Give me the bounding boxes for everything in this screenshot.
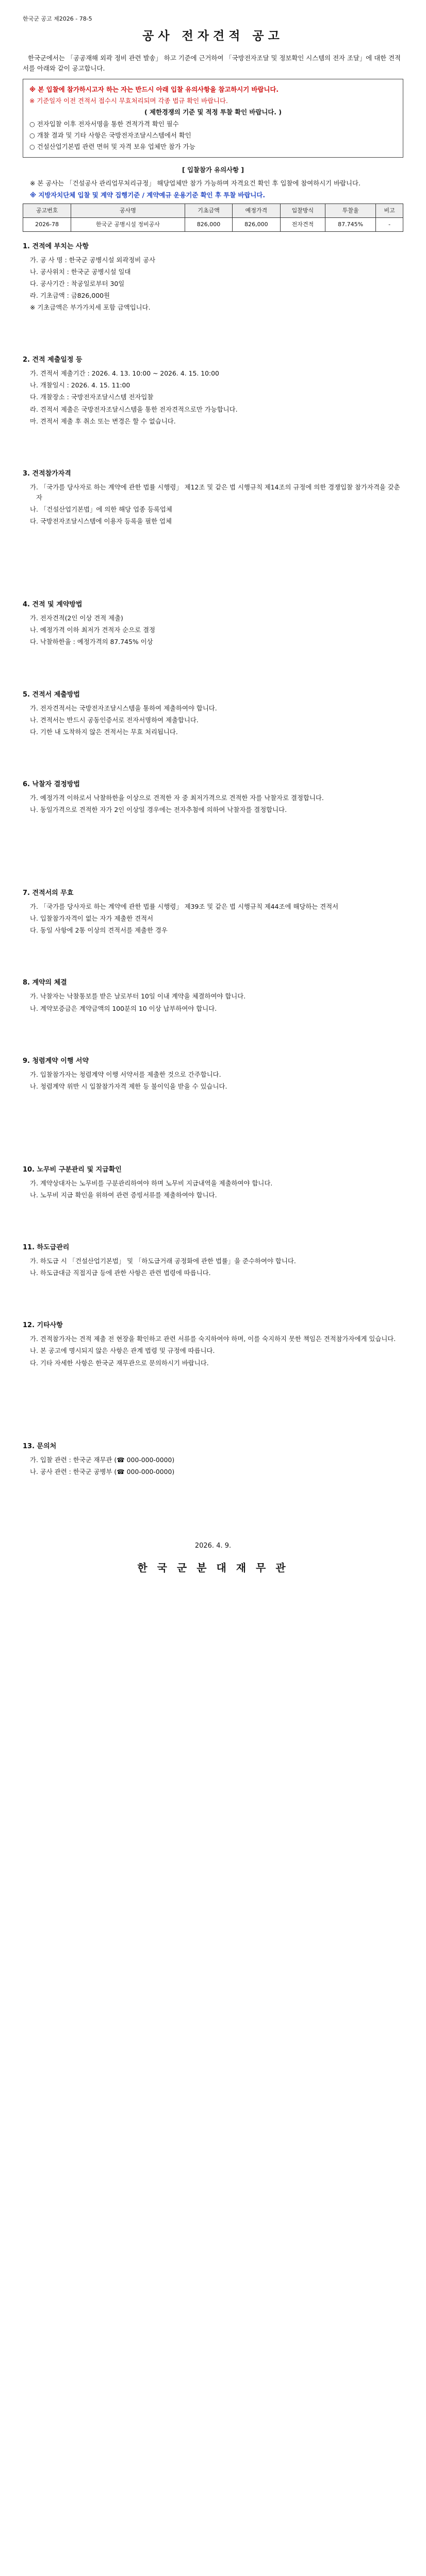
section-line: 가. 견적서 제출기간 : 2026. 4. 13. 10:00 ~ 2026. 4. 15. 10:00 <box>30 369 219 378</box>
section-spacer <box>23 1479 403 1510</box>
caution-line: ※ 본 입찰에 참가하시고자 하는 자는 반드시 아래 입찰 유의사항을 참고하시기 바랍니다. <box>29 86 279 94</box>
section-line: 다. 동일 사항에 2통 이상의 견적서를 제출한 경우 <box>30 926 168 935</box>
section-line: 마. 견적서 제출 후 취소 또는 변경은 할 수 없습니다. <box>30 417 176 425</box>
section-line: 나. 하도급대금 직접지급 등에 관한 사항은 관련 법령에 따릅니다. <box>30 1269 211 1277</box>
section-title: 8. 계약의 체결 <box>23 979 67 987</box>
section-spacer <box>23 817 403 878</box>
section-line: 나. 입찰참가자격이 없는 자가 제출한 견적서 <box>30 914 154 923</box>
section-line: 나. 본 공고에 명시되지 않은 사항은 관계 법령 및 규정에 따릅니다. <box>30 1347 215 1355</box>
section-title: 1. 견적에 부치는 사항 <box>23 242 89 250</box>
caution-line: ○ 전자입찰 이후 전자서명을 통한 견적가격 확인 필수 <box>29 120 179 128</box>
section-title: 3. 견적참가자격 <box>23 469 71 478</box>
section-title: 13. 문의처 <box>23 1442 57 1450</box>
section-line: 가. 예정가격 이하로서 낙찰하한율 이상으로 견적한 자 중 최저가격으로 견적한 자를 낙찰자로 결정합니다. <box>30 793 324 802</box>
notice-date: 2026. 4. 9. <box>194 1541 232 1550</box>
table-cell: 87.745% <box>325 217 376 231</box>
section-line: 다. 기타 자세한 사항은 한국군 재무관으로 문의하시기 바랍니다. <box>30 1359 209 1367</box>
section-spacer <box>23 1202 403 1233</box>
table-cell: 전자견적 <box>280 217 325 231</box>
caution-line: ○ 건설산업기본법 관련 면허 및 자격 보유 업체만 참가 가능 <box>29 142 195 150</box>
section-line: 나. 개찰일시 : 2026. 4. 15. 11:00 <box>30 381 130 389</box>
notice-line: ※ 본 공사는 「건설공사 관리업무처리규정」 해당업체만 참가 가능하며 자격요건 확인 후 입찰에 참여하시기 바랍니다. <box>30 179 361 187</box>
table-cell: 2026-78 <box>23 217 71 231</box>
section-line: 나. 공사 관련 : 한국군 공병부 (☎ 000-000-0000) <box>30 1467 175 1476</box>
table-cell: - <box>376 217 403 231</box>
section-spacer <box>23 739 403 770</box>
section-line: 나. 공사위치 : 한국군 공병시설 일대 <box>30 267 131 276</box>
section-line: 가. 「국가를 당사자로 하는 계약에 관한 법률 시행령」 제12조 및 같은 법 시행규칙 제14조의 규정에 의한 경쟁입찰 참가자격을 갖춘 자 <box>30 483 400 501</box>
section-spacer <box>23 1370 403 1432</box>
table-cell: 826,000 <box>233 217 280 231</box>
section-spacer <box>23 1015 403 1046</box>
caution-line: ( 제한경쟁의 기준 및 적정 투찰 확인 바랍니다. ) <box>144 108 282 116</box>
table-header: 입찰방식 <box>280 204 325 218</box>
section-line: 나. 계약보증금은 계약금액의 100분의 10 이상 납부하여야 합니다. <box>30 1004 217 1012</box>
section-line: 나. 노무비 지급 확인을 위하여 관련 증빙서류를 제출하여야 합니다. <box>30 1191 217 1199</box>
section-title: 10. 노무비 구분관리 및 지급확인 <box>23 1165 122 1174</box>
section-line: 나. 견적서는 반드시 공동인증서로 전자서명하여 제출합니다. <box>30 716 199 724</box>
section-spacer <box>23 314 403 345</box>
section-title: 6. 낙찰자 결정방법 <box>23 780 80 788</box>
section-title: 7. 견적서의 무효 <box>23 889 74 897</box>
section-line: 가. 전자견적서는 국방전자조달시스템을 통하여 제출하여야 합니다. <box>30 704 217 712</box>
section-title: 12. 기타사항 <box>23 1321 63 1330</box>
notice-number: 한국군 공고 제2026 - 78-5 <box>23 15 92 22</box>
table-header: 공사명 <box>71 204 185 218</box>
section-line: 가. 입찰 관련 : 한국군 재무관 (☎ 000-000-0000) <box>30 1455 175 1464</box>
caution-box <box>23 79 403 158</box>
summary-table <box>23 204 403 232</box>
table-cell: 한국군 공병시설 정비공사 <box>71 217 185 231</box>
section-line: 나. 청렴계약 위반 시 입찰참가자격 제한 등 불이익을 받을 수 있습니다. <box>30 1082 227 1090</box>
table-header: 비고 <box>376 204 403 218</box>
section-spacer <box>23 528 403 590</box>
section-line: 다. 개찰장소 : 국방전자조달시스템 전자입찰 <box>30 393 154 401</box>
table-header: 투찰율 <box>325 204 376 218</box>
notice-line: ※ 지방자치단체 입찰 및 계약 집행기준 / 계약예규 운용기준 확인 후 투찰 바랍니다. <box>30 191 266 199</box>
section-line: 라. 기초금액 : 금826,000원 <box>30 292 110 300</box>
notice-sections <box>23 241 403 1510</box>
section-line: 가. 공 사 명 : 한국군 공병시설 외곽정비 공사 <box>30 256 156 264</box>
section-line: 다. 기한 내 도착하지 않은 견적서는 무효 처리됩니다. <box>30 727 178 736</box>
section-title: 2. 견적 제출일정 등 <box>23 356 83 364</box>
section-line: 나. 동일가격으로 견적한 자가 2인 이상일 경우에는 전자추첨에 의하여 낙찰자를 결정합니다. <box>30 805 287 814</box>
section-line: 다. 공사기간 : 착공일로부터 30일 <box>30 279 125 287</box>
section-spacer <box>23 937 403 968</box>
section-line: 가. 하도급 시 「건설산업기본법」 및 「하도급거래 공정화에 관한 법률」을 준수하여야 합니다. <box>30 1257 296 1265</box>
section-line: 가. 낙찰자는 낙찰통보를 받은 날로부터 10일 이내 계약을 체결하여야 합니다. <box>30 992 246 1001</box>
section-title: 5. 견적서 제출방법 <box>23 690 80 699</box>
caution-line: ○ 개찰 결과 및 기타 사항은 국방전자조달시스템에서 확인 <box>29 131 191 139</box>
section-line: 나. 예정가격 이하 최저가 견적자 순으로 결정 <box>30 626 156 634</box>
table-header: 공고번호 <box>23 204 71 218</box>
table-cell: 826,000 <box>185 217 232 231</box>
section-spacer <box>23 649 403 680</box>
section-line: 가. 견적참가자는 견적 제출 전 현장을 확인하고 관련 서류를 숙지하여야 하며, 이를 숙지하지 못한 책임은 견적참가자에게 있습니다. <box>30 1335 396 1343</box>
caution-line: ※ 기준일자 이전 견적서 접수시 무효처리되며 각종 법규 확인 바랍니다. <box>29 97 228 105</box>
section-line: 다. 낙찰하한율 : 예정가격의 87.745% 이상 <box>30 638 153 646</box>
issuing-organization: 한 국 군 분 대 재 무 관 <box>137 1561 289 1574</box>
section-spacer <box>23 428 403 459</box>
section-line: 가. 「국가를 당사자로 하는 계약에 관한 법률 시행령」 제39조 및 같은 법 시행규칙 제44조에 해당하는 견적서 <box>30 903 339 911</box>
section-line: 라. 견적서 제출은 국방전자조달시스템을 통한 전자견적으로만 가능합니다. <box>30 405 238 413</box>
intro-paragraph: 한국군에서는 「공공재해 외곽 정비 관련 발송」 하고 기준에 근거하여 「국방전자조달 및 정보확인 시스템의 전자 조달」에 대한 견적서를 아래와 같이 공고합니다. <box>23 54 401 73</box>
table-row <box>23 217 403 231</box>
section-line: 가. 입찰참가자는 청렴계약 이행 서약서를 제출한 것으로 간주합니다. <box>30 1070 221 1078</box>
notice-heading: [ 입찰참가 유의사항 ] <box>182 165 244 174</box>
table-header: 예정가격 <box>233 204 280 218</box>
section-line: 다. 국방전자조달시스템에 이용자 등록을 필한 업체 <box>30 517 172 526</box>
section-title: 9. 청렴계약 이행 서약 <box>23 1057 89 1065</box>
section-line: ※ 기초금액은 부가가치세 포함 금액입니다. <box>30 303 151 312</box>
section-line: 가. 전자견적(2인 이상 견적 제출) <box>30 614 123 622</box>
table-header: 기초금액 <box>185 204 232 218</box>
section-line: 가. 계약상대자는 노무비를 구분관리하여야 하며 노무비 지급내역을 제출하여야 합니다. <box>30 1179 273 1187</box>
section-spacer <box>23 1093 403 1155</box>
section-title: 11. 하도급관리 <box>23 1244 70 1252</box>
section-line: 나. 「건설산업기본법」에 의한 해당 업종 등록업체 <box>30 505 172 513</box>
section-title: 4. 견적 및 계약방법 <box>23 601 83 609</box>
notice-title: 공사 전자견적 공고 <box>142 29 284 43</box>
section-spacer <box>23 1280 403 1311</box>
